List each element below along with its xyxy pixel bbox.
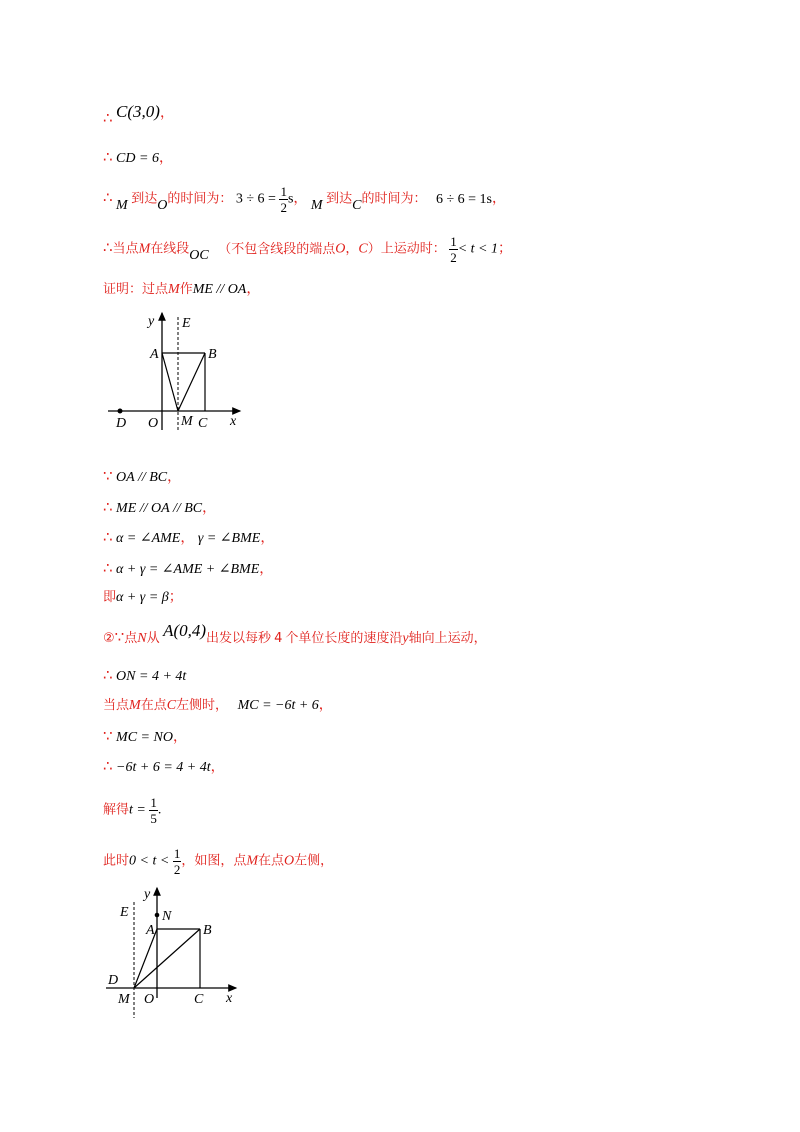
label-n: N	[162, 909, 172, 924]
denominator: 2	[173, 862, 181, 877]
mc-expr: MC = −6t + 6	[237, 698, 319, 713]
fraction-fifth	[149, 795, 158, 826]
label-d: D	[116, 416, 127, 431]
therefore-symbol: ∴	[103, 666, 113, 684]
numerator: 1	[150, 795, 157, 810]
text: ）上运动时：	[367, 241, 446, 257]
angle-expr: γ = ∠BME	[197, 531, 261, 546]
therefore-symbol: ∴	[103, 498, 113, 516]
text: 的时间为：	[361, 191, 427, 207]
label-y: y	[148, 314, 155, 329]
text: 从	[146, 631, 160, 646]
segment-am	[162, 353, 178, 411]
text: ，	[345, 241, 359, 257]
cd-length: CD = 6	[116, 151, 159, 166]
label-b: B	[208, 347, 217, 362]
numerator: 1	[280, 184, 287, 199]
var-m: M	[310, 197, 323, 213]
line-8	[103, 527, 274, 549]
text: 到达	[131, 191, 158, 207]
comma: ，	[202, 501, 217, 516]
parallel-expr: OA // BC	[116, 470, 168, 485]
therefore-symbol: ∴	[103, 188, 113, 207]
text: 当点	[112, 241, 139, 257]
label-c: C	[194, 992, 204, 1007]
line-16	[103, 795, 161, 826]
text: 出发以每秒	[206, 631, 272, 646]
text: 左侧时，	[176, 698, 229, 713]
text: 点	[124, 631, 138, 646]
because-symbol: ∵	[114, 628, 125, 646]
comma: ，	[246, 282, 261, 297]
unit: s	[287, 191, 294, 207]
segment-oc: OC	[189, 247, 209, 263]
speed-value: 4	[274, 631, 283, 646]
parallel-expr: ME // OA	[192, 282, 247, 297]
equality: MC = NO	[116, 730, 173, 745]
line-12	[103, 665, 186, 687]
semicolon: ；	[498, 241, 513, 257]
angle-sum: α + γ = ∠AME + ∠BME	[116, 562, 260, 577]
on-expr: ON = 4 + 4t	[116, 669, 187, 684]
because-symbol: ∵	[103, 467, 113, 485]
var-m: M	[116, 197, 128, 213]
therefore-symbol: ∴	[103, 559, 113, 577]
therefore-symbol: ∴	[103, 528, 113, 546]
numerator: 1	[173, 846, 181, 861]
var-m: M	[138, 241, 151, 257]
line-13	[103, 696, 333, 716]
text: 解得	[103, 802, 130, 818]
comma: ，	[293, 191, 308, 207]
var-y: y	[402, 631, 409, 646]
line-9	[103, 558, 273, 580]
conclusion: α + γ = β	[116, 590, 169, 605]
therefore-symbol: ∴	[103, 109, 113, 127]
line-6	[103, 466, 181, 488]
comma: ，	[167, 470, 182, 485]
semicolon: ；	[168, 590, 183, 605]
because-symbol: ∵	[103, 727, 113, 745]
point-d	[118, 409, 123, 414]
comma: ，	[172, 730, 187, 745]
label-e: E	[120, 905, 129, 920]
var-n: N	[137, 631, 147, 646]
label-a: A	[150, 347, 159, 362]
segment-bm	[178, 353, 205, 411]
label-m: M	[181, 414, 193, 429]
var-m: M	[168, 282, 180, 297]
comma: ，	[210, 760, 225, 775]
line-14	[103, 726, 187, 748]
therefore-symbol: ∴	[103, 238, 113, 257]
inequality: 0 < t <	[129, 853, 170, 869]
comma: ，	[260, 531, 275, 546]
text: 轴向上运动，	[408, 631, 487, 646]
equation: −6t + 6 = 4 + 4t	[116, 760, 211, 775]
line-10	[103, 588, 183, 608]
period: .	[157, 802, 162, 818]
t-expr: t =	[129, 802, 146, 818]
text: 即	[103, 590, 117, 605]
therefore-symbol: ∴	[103, 757, 113, 775]
line-1	[103, 102, 174, 127]
line-4	[103, 234, 512, 265]
label-o: O	[144, 992, 155, 1007]
text: ，如图，点	[181, 853, 247, 869]
line-7	[103, 497, 216, 519]
label-o: O	[148, 416, 159, 431]
comma: ，	[180, 531, 195, 546]
text: 在点	[258, 853, 285, 869]
comma: ，	[259, 562, 274, 577]
figure-2	[100, 880, 250, 1025]
var-o: O	[157, 197, 168, 213]
text: 作	[179, 282, 193, 297]
label-x: x	[230, 414, 237, 429]
angle-expr: α = ∠AME	[116, 531, 181, 546]
parallel-expr: ME // OA // BC	[116, 501, 203, 516]
line-17	[103, 846, 333, 877]
var-o: O	[284, 853, 295, 869]
line-2	[103, 147, 173, 169]
line-11	[103, 621, 487, 649]
var-c: C	[358, 241, 368, 257]
var-c: C	[352, 197, 362, 213]
text: 在点	[140, 698, 167, 713]
text: 的时间为：	[167, 191, 233, 207]
point-a-coord: A(0,4)	[163, 621, 207, 640]
comma: ，	[158, 151, 173, 166]
fraction-half	[279, 184, 288, 215]
figure-1	[100, 305, 260, 435]
point-c-coord: C(3,0)	[116, 102, 160, 121]
segment-bm	[134, 929, 200, 988]
var-m: M	[246, 853, 258, 869]
expr: 3 ÷ 6 =	[235, 191, 276, 207]
point-n	[155, 913, 160, 918]
label-m: M	[118, 992, 130, 1007]
label-c: C	[198, 416, 208, 431]
line-3	[103, 184, 506, 215]
text: 左侧，	[294, 853, 334, 869]
inequality: < t < 1	[457, 241, 499, 257]
line-15	[103, 756, 225, 778]
label-y: y	[144, 887, 151, 902]
text: 当点	[103, 698, 130, 713]
label-e: E	[182, 316, 191, 331]
fraction-half	[449, 234, 458, 265]
text: 此时	[103, 853, 130, 869]
var-c: C	[166, 698, 177, 713]
text: 在线段	[150, 241, 190, 257]
var-o: O	[335, 241, 346, 257]
therefore-symbol: ∴	[103, 148, 113, 166]
denominator: 2	[280, 200, 287, 215]
text: （不包含线段的端点	[218, 241, 336, 257]
label-d: D	[108, 973, 119, 988]
text: 证明：过点	[103, 282, 169, 297]
comma: ，	[318, 698, 333, 713]
denominator: 5	[150, 811, 157, 826]
text: 个单位长度的速度沿	[285, 631, 403, 646]
label-x: x	[226, 991, 233, 1006]
numerator: 1	[450, 234, 457, 249]
text: 到达	[326, 191, 353, 207]
label-a: A	[146, 923, 155, 938]
denominator: 2	[450, 250, 457, 265]
comma: ，	[159, 106, 174, 121]
line-5	[103, 280, 260, 300]
comma: ，	[492, 191, 506, 207]
label-b: B	[203, 923, 212, 938]
var-m: M	[129, 698, 141, 713]
expr: 6 ÷ 6 = 1s	[435, 191, 492, 207]
circled-two: ②	[103, 631, 115, 646]
